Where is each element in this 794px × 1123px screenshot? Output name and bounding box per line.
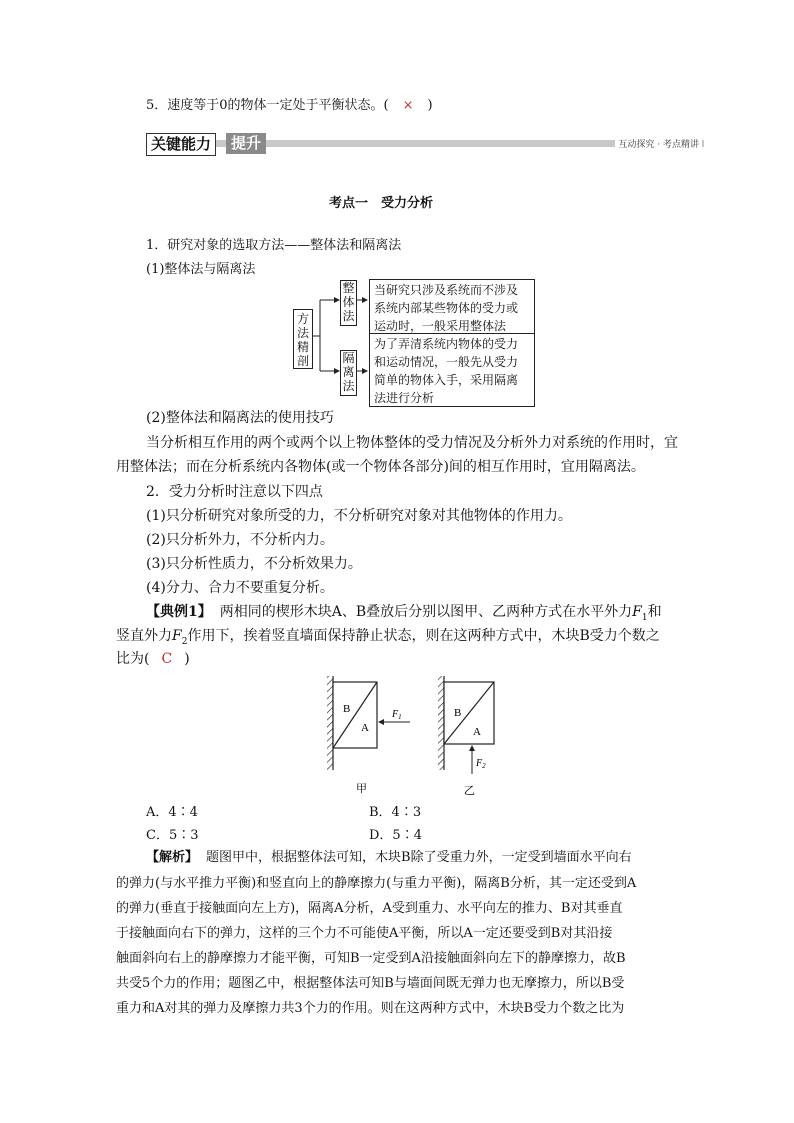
banner-right-label: 互动探究 · 考点精讲 xyxy=(615,137,702,150)
point-2-heading: 2．受力分析时注意以下四点 xyxy=(146,484,323,500)
analysis-line: 共受5个力的作用；题图乙中，根据整体法可知B与墙面间既无弹力也无摩擦力，所以B受 xyxy=(116,976,625,991)
isolation-char: 法 xyxy=(342,379,355,393)
wrong-mark: × xyxy=(402,98,414,113)
desc-line: 为了弄清系统内物体的受力 xyxy=(374,337,519,351)
label-B-jia: B xyxy=(343,703,351,715)
whole-method-box xyxy=(340,280,357,326)
label-A-jia: A xyxy=(361,722,369,734)
point-1b-heading: (2)整体法和隔离法的使用技巧 xyxy=(146,410,334,426)
wall-jia xyxy=(327,676,333,770)
force-label-F1: $F_1$ xyxy=(392,709,402,721)
force-subscript: 2 xyxy=(181,636,188,647)
option-C[interactable]: C．5∶3 xyxy=(146,828,199,843)
desc-line: 当研究只涉及系统而不涉及 xyxy=(374,283,519,297)
example-text: ) xyxy=(184,651,190,667)
point-2-item: (2)只分析外力，不分析内力。 xyxy=(146,532,334,548)
analysis-line: 于接触面向右下的弹力，这样的三个力不可能使A平衡，所以A一定还要受到B对其沿接 xyxy=(116,926,613,941)
point-2-item: (4)分力、合力不要重复分析。 xyxy=(146,580,334,596)
banner-highlight: 提升 xyxy=(226,133,266,154)
section-banner xyxy=(146,133,704,155)
example-text: 竖直外力 xyxy=(116,628,172,644)
isolation-char: 离 xyxy=(342,365,355,379)
force-label-F2: $F_2$ xyxy=(476,758,486,770)
point-1b-body-1: 当分析相互作用的两个或两个以上物体整体的受力情况及分析外力对系统的作用时，宜 xyxy=(146,435,678,451)
whole-char: 法 xyxy=(342,309,355,323)
method-char: 剖 xyxy=(296,354,309,368)
whole-char: 整 xyxy=(342,281,355,295)
isolation-method-description xyxy=(369,333,535,407)
point-2-item: (3)只分析性质力，不分析效果力。 xyxy=(146,556,362,572)
example-text: 作用下，挨着竖直墙面保持静止状态，则在这两种方式中，木块B受力个数之 xyxy=(187,628,660,644)
section-title: 考点一 受力分析 xyxy=(329,196,434,211)
example-line-2 xyxy=(116,625,660,647)
option-A[interactable]: A．4∶4 xyxy=(146,805,198,820)
force-subscript: 1 xyxy=(641,612,648,623)
analysis-line: 重力和A对其的弹力及摩擦力共3个力的作用。则在这两种方式中，木块B受力个数之比为 xyxy=(116,1001,625,1016)
whole-char: 体 xyxy=(342,295,355,309)
example-line-1 xyxy=(146,601,662,623)
desc-line: 运动时，一般采用整体法 xyxy=(374,319,507,333)
method-char: 方 xyxy=(296,312,309,326)
example-text: 比为( xyxy=(116,651,150,667)
figure-caption-yi: 乙 xyxy=(464,784,475,797)
desc-line: 和运动情况，一般先从受力 xyxy=(374,355,519,369)
analysis-line: 的弹力(垂直于接触面向左上方)，隔离A分析，A受到重力、水平向左的推力、B对其垂直 xyxy=(116,901,623,916)
option-B[interactable]: B．4∶3 xyxy=(369,805,422,820)
method-char: 精 xyxy=(296,340,309,354)
question-5-close: ) xyxy=(427,98,433,113)
force-symbol: F xyxy=(632,604,642,620)
analysis-tag: 【解析】 xyxy=(146,850,199,865)
point-1-heading: 1．研究对象的选取方法——整体法和隔离法 xyxy=(146,238,402,253)
label-A-yi: A xyxy=(473,726,481,738)
wedge-figure xyxy=(320,670,520,800)
example-tag: 【典例1】 xyxy=(146,604,212,620)
analysis-line-1 xyxy=(146,846,632,865)
banner-keyword: 关键能力 xyxy=(146,133,216,156)
example-line-3 xyxy=(116,648,190,668)
figure-caption-jia: 甲 xyxy=(356,782,367,795)
isolation-method-box xyxy=(340,350,357,396)
wall-yi xyxy=(438,676,444,770)
method-char: 法 xyxy=(296,326,309,340)
point-2-item: (1)只分析研究对象所受的力，不分析研究对象对其他物体的作用力。 xyxy=(146,508,572,524)
label-B-yi: B xyxy=(454,707,462,719)
analysis-line: 触面斜向右上的静摩擦力才能平衡，可知B一定受到A沿接触面斜向左下的静摩擦力，故B xyxy=(116,951,626,966)
force-symbol: F xyxy=(172,628,182,644)
option-D[interactable]: D．5∶4 xyxy=(369,828,422,843)
example-text: 两相同的楔形木块A、B叠放后分别以图甲、乙两种方式在水平外力 xyxy=(219,604,633,620)
question-5-text: 5．速度等于0的物体一定处于平衡状态。( xyxy=(146,98,389,113)
analysis-line: 的弹力(与水平推力平衡)和竖直向上的静摩擦力(与重力平衡)，隔离B分析，其一定还受到A xyxy=(116,876,637,891)
desc-line: 法进行分析 xyxy=(374,391,435,405)
example-text: 和 xyxy=(647,604,662,620)
point-1b-body-2: 用整体法；而在分析系统内各物体(或一个物体各部分)间的相互作用时，宜用隔离法。 xyxy=(116,459,645,475)
method-label-box xyxy=(293,309,313,369)
point-1a-heading: (1)整体法与隔离法 xyxy=(146,262,256,277)
whole-method-description xyxy=(369,279,535,335)
desc-line: 系统内部某些物体的受力或 xyxy=(374,301,519,315)
desc-line: 简单的物体入手，采用隔离 xyxy=(374,373,519,387)
isolation-char: 隔 xyxy=(342,351,355,365)
analysis-text: 题图甲中，根据整体法可知，木块B除了受重力外，一定受到墙面水平向右 xyxy=(206,850,632,865)
question-5 xyxy=(146,94,433,113)
answer-mark: C xyxy=(161,651,173,667)
